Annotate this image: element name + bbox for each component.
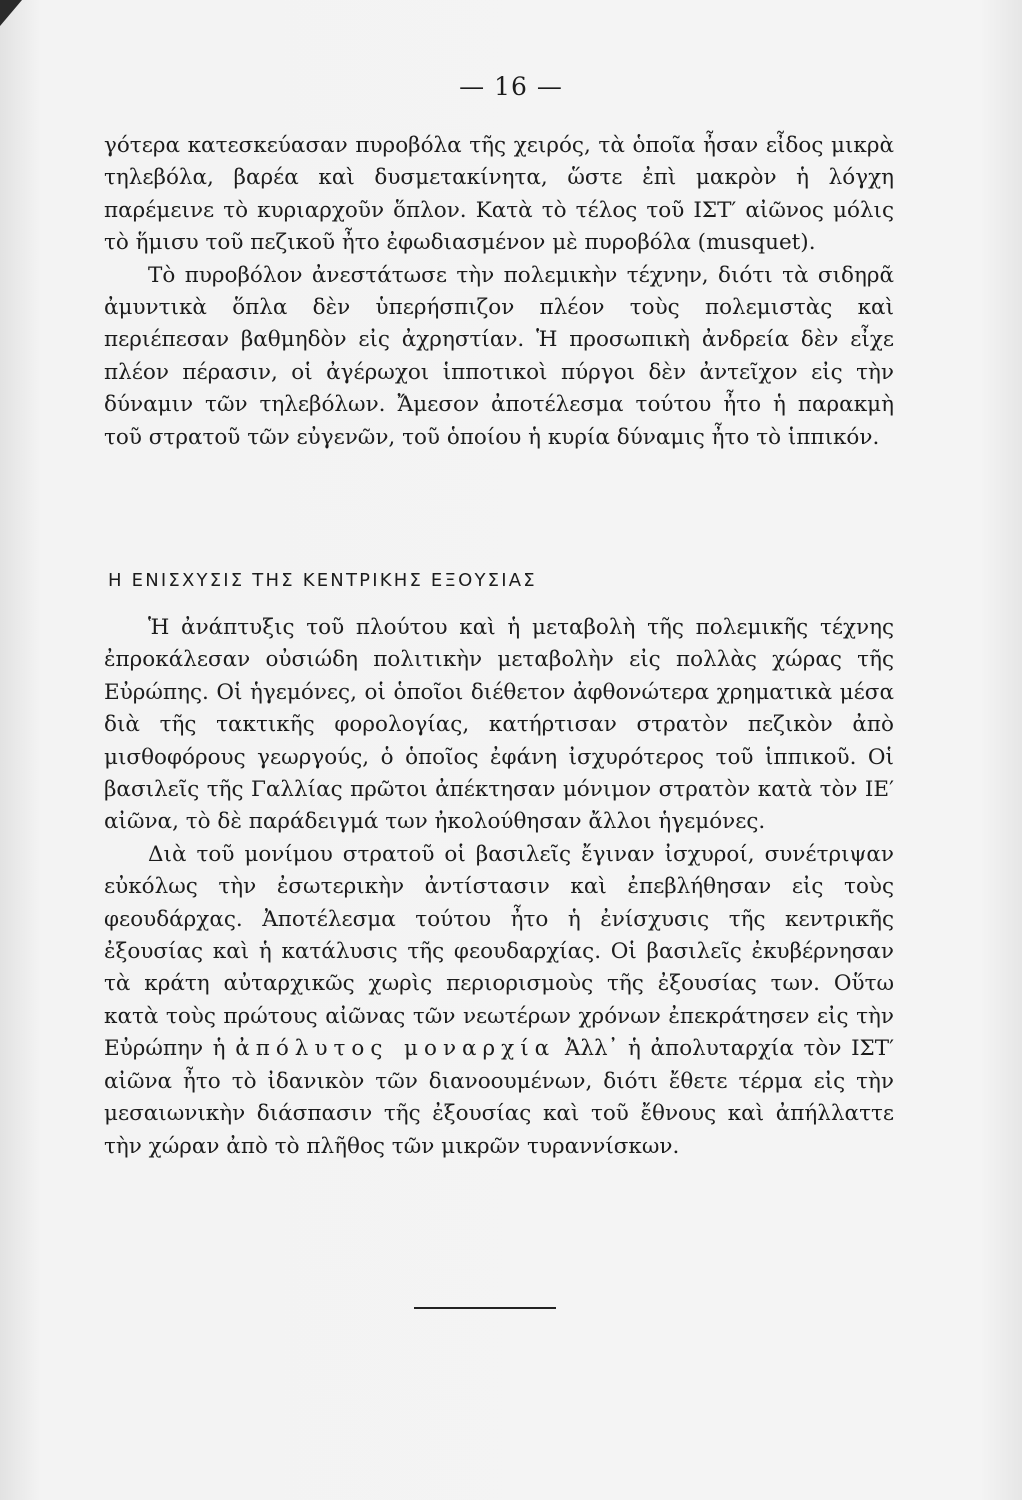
paragraph-firearms-continued: γότερα κατεσκεύασαν πυροβόλα τῆς χειρός, τὰ ὁποῖα ἦσαν εἶδος μικρὰ τηλεβόλα, βαρέα καὶ δυσμετακίνητα, ὥστε ἐπὶ μακρὸν ἡ λόγχη παρέμεινε τὸ κυριαρχοῦν ὅπλον. Κατὰ τὸ τέλος τοῦ ΙΣΤ′ αἰῶνος μόλις τὸ ἥμισυ τοῦ πεζικοῦ ἦτο ἐφωδιασμένον μὲ πυροβόλα (musquet).	[104, 133, 894, 256]
page-number: — 16 —	[459, 72, 563, 101]
page-corner-shadow	[0, 0, 22, 26]
paragraph-wealth-change: Ἡ ἀνάπτυξις τοῦ πλούτου καὶ ἡ μεταβολὴ τῆς πολεμικῆς τέχνης ἐπροκάλεσαν οὐσιώδη πολιτικὴν μεταβολὴν εἰς πολλὰς χώρας τῆς Εὐρώπης. Οἱ ἡγεμόνες, οἱ ὁποῖοι διέθετον ἀφθονώτερα χρηματικὰ μέσα διὰ τῆς τακτικῆς φορολογίας, κατήρτισαν στρατὸν πεζικὸν ἀπὸ μισθοφόρους γεωργούς, ὁ ὁποῖος ἐφάνη ἰσχυρότερος τοῦ ἱππικοῦ. Οἱ βασιλεῖς τῆς Γαλλίας πρῶτοι ἀπέκτησαν μόνιμον στρατὸν κατὰ τὸν ΙΕ′ αἰῶνα, τὸ δὲ παράδειγμά των ἠκολούθησαν ἄλλοι ἡγεμόνες.	[104, 615, 894, 835]
absolute-monarchy-emphasis: ἀπόλυτος μοναρχία	[235, 1036, 556, 1062]
absolutism-text-after: Ἀλλ᾿ ἡ ἀπολυταρχία τὸν ΙΣΤ′ αἰῶνα ἦτο τὸ ἰδανικὸν τῶν διανοουμένων, διότι ἔθετε τέρμα εἰς τὴν μεσαιωνικὴν διάσπασιν τῆς ἐξουσίας καὶ τοῦ ἔθνους καὶ ἀπήλλαττε τὴν χώραν ἀπὸ τὸ πλῆθος τῶν μικρῶν τυραννίσκων.	[104, 1036, 894, 1159]
text-block-central-power	[104, 612, 894, 1163]
text-block-intro	[104, 130, 894, 454]
paragraph-firearms-impact: Τὸ πυροβόλον ἀνεστάτωσε τὴν πολεμικὴν τέχνην, διότι τὰ σιδηρᾶ ἀμυντικὰ ὅπλα δὲν ὑπερήσπιζον πλέον τοὺς πολεμιστὰς καὶ περιέπεσαν βαθμηδὸν εἰς ἀχρηστίαν. Ἡ προσωπικὴ ἀνδρεία δὲν εἶχε πλέον πέρασιν, οἱ ἀγέρωχοι ἱπποτικοὶ πύργοι δὲν ἀντεῖχον εἰς τὴν δύναμιν τῶν τηλεβόλων. Ἄμεσον ἀποτέλεσμα τούτου ἦτο ἡ παρακμὴ τοῦ στρατοῦ τῶν εὐγενῶν, τοῦ ὁποίου ἡ κυρία δύναμις ἦτο τὸ ἱππικόν.	[104, 262, 894, 450]
absolutism-text-before: Διὰ τοῦ μονίμου στρατοῦ οἱ βασιλεῖς ἔγιναν ἰσχυροί, συνέτριψαν εὐκόλως τὴν ἐσωτερικὴν ἀντίστασιν καὶ ἐπεβλήθησαν εἰς τοὺς φεουδάρχας. Ἀποτέλεσμα τούτου ἦτο ἡ ἐνίσχυσις τῆς κεντρικῆς ἐξουσίας καὶ ἡ κατάλυσις τῆς φεουδαρχίας. Οἱ βασιλεῖς ἐκυβέρνησαν τὰ κράτη αὐταρχικῶς χωρὶς περιορισμοὺς τῆς ἐξουσίας των. Οὕτω κατὰ τοὺς πρώτους αἰῶνας τῶν νεωτέρων χρόνων ἐπεκράτησεν εἰς τὴν Εὐρώπην ἡ	[104, 841, 894, 1062]
end-rule	[414, 1307, 556, 1309]
paragraph-absolutism	[104, 839, 894, 1163]
section-heading: Η ΕΝΙΣΧΥΣΙΣ ΤΗΣ ΚΕΝΤΡΙΚΗΣ ΕΞΟΥΣΙΑΣ	[108, 570, 537, 591]
